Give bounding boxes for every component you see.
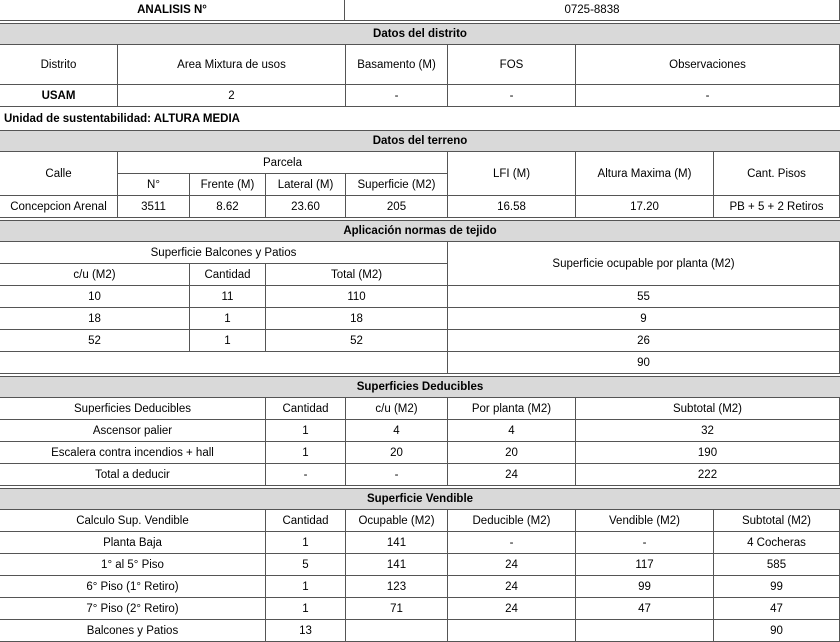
vendible-row-3-vendible[interactable]: 99: [576, 576, 714, 598]
vendible-row-2-deducible[interactable]: 24: [448, 554, 576, 576]
tejido-row-3-cu[interactable]: 52: [0, 330, 190, 352]
calle-value[interactable]: Concepcion Arenal: [0, 196, 118, 218]
vendible-vendible-header[interactable]: Vendible (M2): [576, 510, 714, 532]
section-datos-distrito: Datos del distrito: [0, 23, 840, 45]
ocupable-total-value[interactable]: 90: [448, 352, 840, 374]
balcones-total-header[interactable]: Total (M2): [266, 264, 448, 286]
tejido-row-2-cantidad[interactable]: 1: [190, 308, 266, 330]
vendible-row-4-ocupable[interactable]: 71: [346, 598, 448, 620]
calle-header[interactable]: Calle: [0, 152, 118, 196]
analisis-value[interactable]: 0725-8838: [345, 0, 840, 21]
deducibles-subtotal-header[interactable]: Subtotal (M2): [576, 398, 840, 420]
deducibles-cu-header[interactable]: c/u (M2): [346, 398, 448, 420]
altura-maxima-value[interactable]: 17.20: [576, 196, 714, 218]
tejido-row-2-total[interactable]: 18: [266, 308, 448, 330]
deducibles-row-2-cantidad[interactable]: 1: [266, 442, 346, 464]
vendible-row-5-subtotal[interactable]: 90: [714, 620, 840, 642]
deducibles-row-3-cantidad[interactable]: -: [266, 464, 346, 486]
deducibles-row-1-concepto[interactable]: Ascensor palier: [0, 420, 266, 442]
vendible-row-2-vendible[interactable]: 117: [576, 554, 714, 576]
vendible-row-2-ocupable[interactable]: 141: [346, 554, 448, 576]
vendible-row-5-deducible[interactable]: [448, 620, 576, 642]
tejido-row-1-total[interactable]: 110: [266, 286, 448, 308]
basamento-header[interactable]: Basamento (M): [346, 45, 448, 85]
deducibles-row-1-por-planta[interactable]: 4: [448, 420, 576, 442]
deducibles-row-1-subtotal[interactable]: 32: [576, 420, 840, 442]
vendible-cantidad-header[interactable]: Cantidad: [266, 510, 346, 532]
lfi-header[interactable]: LFI (M): [448, 152, 576, 196]
deducibles-concepto-header[interactable]: Superficies Deducibles: [0, 398, 266, 420]
unidad-sustentabilidad[interactable]: Unidad de sustentabilidad: ALTURA MEDIA: [0, 108, 840, 130]
distrito-header[interactable]: Distrito: [0, 45, 118, 85]
parcela-numero-value[interactable]: 3511: [118, 196, 190, 218]
vendible-subtotal-header[interactable]: Subtotal (M2): [714, 510, 840, 532]
tejido-row-3-cantidad[interactable]: 1: [190, 330, 266, 352]
fos-value[interactable]: -: [448, 85, 576, 107]
superficie-value[interactable]: 205: [346, 196, 448, 218]
parcela-numero-header[interactable]: N°: [118, 174, 190, 196]
section-normas-tejido: Aplicación normas de tejido: [0, 220, 840, 242]
fos-header[interactable]: FOS: [448, 45, 576, 85]
vendible-row-3-subtotal[interactable]: 99: [714, 576, 840, 598]
vendible-row-1-cantidad[interactable]: 1: [266, 532, 346, 554]
observaciones-value[interactable]: -: [576, 85, 840, 107]
superficie-header[interactable]: Superficie (M2): [346, 174, 448, 196]
deducibles-row-2-concepto[interactable]: Escalera contra incendios + hall: [0, 442, 266, 464]
vendible-row-5-cantidad[interactable]: 13: [266, 620, 346, 642]
balcones-cantidad-header[interactable]: Cantidad: [190, 264, 266, 286]
deducibles-row-3-subtotal[interactable]: 222: [576, 464, 840, 486]
deducibles-row-3-cu[interactable]: -: [346, 464, 448, 486]
vendible-row-1-vendible[interactable]: -: [576, 532, 714, 554]
vendible-row-3-deducible[interactable]: 24: [448, 576, 576, 598]
basamento-value[interactable]: -: [346, 85, 448, 107]
cant-pisos-header[interactable]: Cant. Pisos: [714, 152, 840, 196]
deducibles-por-planta-header[interactable]: Por planta (M2): [448, 398, 576, 420]
deducibles-row-1-cu[interactable]: 4: [346, 420, 448, 442]
parcela-header[interactable]: Parcela: [118, 152, 448, 174]
area-mixtura-value[interactable]: 2: [118, 85, 346, 107]
section-superficie-vendible: Superficie Vendible: [0, 488, 840, 510]
vendible-row-2-cantidad[interactable]: 5: [266, 554, 346, 576]
tejido-row-1-cantidad[interactable]: 11: [190, 286, 266, 308]
lfi-value[interactable]: 16.58: [448, 196, 576, 218]
area-mixtura-header[interactable]: Area Mixtura de usos: [118, 45, 346, 85]
cant-pisos-value[interactable]: PB + 5 + 2 Retiros: [714, 196, 840, 218]
vendible-row-1-deducible[interactable]: -: [448, 532, 576, 554]
tejido-row-2-cu[interactable]: 18: [0, 308, 190, 330]
vendible-row-5-vendible[interactable]: [576, 620, 714, 642]
deducibles-row-2-cu[interactable]: 20: [346, 442, 448, 464]
lateral-header[interactable]: Lateral (M): [266, 174, 346, 196]
vendible-row-3-ocupable[interactable]: 123: [346, 576, 448, 598]
deducibles-row-3-por-planta[interactable]: 24: [448, 464, 576, 486]
vendible-row-4-vendible[interactable]: 47: [576, 598, 714, 620]
deducibles-row-3-concepto[interactable]: Total a deducir: [0, 464, 266, 486]
tejido-total-blank[interactable]: [0, 352, 448, 374]
vendible-row-3-cantidad[interactable]: 1: [266, 576, 346, 598]
balcones-cu-header[interactable]: c/u (M2): [0, 264, 190, 286]
vendible-row-3-calculo[interactable]: 6° Piso (1° Retiro): [0, 576, 266, 598]
distrito-value[interactable]: USAM: [0, 85, 118, 107]
vendible-row-2-subtotal[interactable]: 585: [714, 554, 840, 576]
tejido-row-2-ocupable[interactable]: 9: [448, 308, 840, 330]
frente-header[interactable]: Frente (M): [190, 174, 266, 196]
altura-maxima-header[interactable]: Altura Maxima (M): [576, 152, 714, 196]
deducibles-row-2-por-planta[interactable]: 20: [448, 442, 576, 464]
tejido-row-1-ocupable[interactable]: 55: [448, 286, 840, 308]
tejido-row-3-ocupable[interactable]: 26: [448, 330, 840, 352]
tejido-row-3-total[interactable]: 52: [266, 330, 448, 352]
vendible-deducible-header[interactable]: Deducible (M2): [448, 510, 576, 532]
vendible-row-1-subtotal[interactable]: 4 Cocheras: [714, 532, 840, 554]
vendible-row-4-cantidad[interactable]: 1: [266, 598, 346, 620]
ocupable-planta-header[interactable]: Superficie ocupable por planta (M2): [448, 242, 840, 286]
vendible-row-1-ocupable[interactable]: 141: [346, 532, 448, 554]
vendible-row-4-deducible[interactable]: 24: [448, 598, 576, 620]
deducibles-cantidad-header[interactable]: Cantidad: [266, 398, 346, 420]
section-datos-terreno: Datos del terreno: [0, 130, 840, 152]
frente-value[interactable]: 8.62: [190, 196, 266, 218]
observaciones-header[interactable]: Observaciones: [576, 45, 840, 85]
deducibles-row-2-subtotal[interactable]: 190: [576, 442, 840, 464]
vendible-row-4-subtotal[interactable]: 47: [714, 598, 840, 620]
deducibles-row-1-cantidad[interactable]: 1: [266, 420, 346, 442]
analisis-label[interactable]: ANALISIS N°: [0, 0, 345, 21]
balcones-patios-header[interactable]: Superficie Balcones y Patios: [0, 242, 448, 264]
vendible-row-5-ocupable[interactable]: [346, 620, 448, 642]
section-superficies-deducibles: Superficies Deducibles: [0, 376, 840, 398]
vendible-calculo-header[interactable]: Calculo Sup. Vendible: [0, 510, 266, 532]
tejido-row-1-cu[interactable]: 10: [0, 286, 190, 308]
vendible-ocupable-header[interactable]: Ocupable (M2): [346, 510, 448, 532]
vendible-row-4-calculo[interactable]: 7° Piso (2° Retiro): [0, 598, 266, 620]
vendible-row-1-calculo[interactable]: Planta Baja: [0, 532, 266, 554]
vendible-row-2-calculo[interactable]: 1° al 5° Piso: [0, 554, 266, 576]
lateral-value[interactable]: 23.60: [266, 196, 346, 218]
vendible-row-5-calculo[interactable]: Balcones y Patios: [0, 620, 266, 642]
